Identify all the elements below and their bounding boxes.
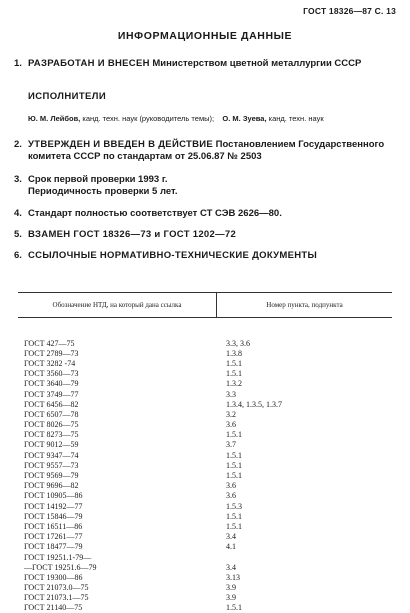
table-header-designation: Обозначение НТД, на который дана ссылка <box>52 301 182 309</box>
table-cell-item-number: 1.5.1 <box>226 603 242 613</box>
section-6-text: ССЫЛОЧНЫЕ НОРМАТИВНО-ТЕХНИЧЕСКИЕ ДОКУМЕНТЫ <box>28 250 318 261</box>
table-cell-item-number: 3.6 <box>226 420 236 430</box>
table-row <box>18 379 392 389</box>
table-cell-item-number: 1.5.1 <box>226 511 242 521</box>
table-row <box>18 440 392 450</box>
table-cell-designation: ГОСТ 8026—75 <box>24 420 79 430</box>
table-cell-designation: —ГОСТ 19251.6—79 <box>24 562 97 572</box>
table-cell-designation: ГОСТ 8273—75 <box>24 430 79 440</box>
table-row <box>18 583 392 593</box>
table-row <box>18 420 392 430</box>
table-row <box>18 369 392 379</box>
table-cell-designation: ГОСТ 2789—73 <box>24 348 79 358</box>
page-header-code: ГОСТ 18326—87 С. 13 <box>303 6 396 16</box>
table-cell-designation: ГОСТ 3749—77 <box>24 389 79 399</box>
section-3 <box>14 174 398 198</box>
table-cell-item-number: 1.3.8 <box>226 348 242 358</box>
section-3-line-1: Срок первой проверки 1993 г. <box>28 174 168 185</box>
table-row <box>18 338 392 348</box>
table-cell-designation: ГОСТ 3282 -74 <box>24 358 76 368</box>
table-cell-designation: ГОСТ 21073.1—75 <box>24 593 89 603</box>
section-6 <box>14 250 398 262</box>
section-1-number: 1. <box>14 58 22 69</box>
table-cell-item-number: 1.5.1 <box>226 471 242 481</box>
table-cell-item-number: 3.6 <box>226 491 236 501</box>
section-1 <box>14 58 398 70</box>
table-cell-item-number: 1.5.1 <box>226 521 242 531</box>
table-cell-designation: ГОСТ 15846—79 <box>24 511 83 521</box>
section-1-caps: РАЗРАБОТАН И ВНЕСЕН <box>28 58 150 69</box>
table-body <box>18 318 392 613</box>
table-cell-item-number: 1.5.1 <box>226 369 242 379</box>
section-4-number: 4. <box>14 208 22 219</box>
section-2-number: 2. <box>14 139 22 150</box>
table-cell-item-number: 1.5.1 <box>226 430 242 440</box>
table-row <box>18 603 392 613</box>
table-cell-designation: ГОСТ 427—75 <box>24 338 75 348</box>
table-cell-designation: ГОСТ 21140—75 <box>24 603 83 613</box>
section-4-text: Стандарт полностью соответствует СТ СЭВ 2626—80. <box>28 208 282 219</box>
performers-text <box>28 114 398 124</box>
table-cell-item-number: 3.9 <box>226 593 236 603</box>
table-cell-designation: ГОСТ 18477—79 <box>24 542 83 552</box>
section-1-text: Министерством цветной металлургии СССР <box>152 58 362 69</box>
table-cell-item-number: 1.5.3 <box>226 501 242 511</box>
table-cell-item-number: 3.2 <box>226 409 236 419</box>
section-3-number: 3. <box>14 174 22 185</box>
table-cell-item-number: 1.3.4, 1.3.5, 1.3.7 <box>226 399 282 409</box>
table-row <box>18 521 392 531</box>
table-row <box>18 562 392 572</box>
section-2-caps: УТВЕРЖДЕН И ВВЕДЕН В ДЕЙСТВИЕ <box>28 139 214 150</box>
table-cell-designation: ГОСТ 6507—78 <box>24 409 79 419</box>
table-row <box>18 389 392 399</box>
table-cell-designation: ГОСТ 21073.0—75 <box>24 583 89 593</box>
table-row <box>18 511 392 521</box>
table-cell-designation: ГОСТ 3560—73 <box>24 369 79 379</box>
table-cell-designation: ГОСТ 10905—86 <box>24 491 83 501</box>
document-title: ИНФОРМАЦИОННЫЕ ДАННЫЕ <box>117 30 293 42</box>
table-row <box>18 532 392 542</box>
table-cell-item-number: 1.5.1 <box>226 358 242 368</box>
table-cell-item-number: 3.7 <box>226 440 236 450</box>
table-row <box>18 593 392 603</box>
table-cell-item-number: 3.4 <box>226 562 236 572</box>
performer-1-role: канд. техн. наук (руководитель темы); <box>82 114 215 123</box>
table-cell-designation: ГОСТ 14192—77 <box>24 501 83 511</box>
performer-2-name: О. М. Зуева, <box>222 114 267 123</box>
performer-1-name: Ю. М. Лейбов, <box>28 114 81 123</box>
table-cell-item-number: 3.9 <box>226 583 236 593</box>
table-cell-item-number: 3.6 <box>226 481 236 491</box>
section-2 <box>14 139 398 163</box>
table-cell-item-number: 3.4 <box>226 532 236 542</box>
section-6-number: 6. <box>14 250 22 261</box>
table-row <box>18 460 392 470</box>
table-header <box>18 293 392 317</box>
table-cell-designation: ГОСТ 9557—73 <box>24 460 79 470</box>
table-cell-designation: ГОСТ 9696—82 <box>24 481 79 491</box>
section-3-line-2: Периодичность проверки 5 лет. <box>28 186 178 197</box>
table-cell-designation: ГОСТ 9569—79 <box>24 471 79 481</box>
section-5 <box>14 229 398 241</box>
table-header-item-number: Номер пункта, подпункта <box>266 301 343 309</box>
section-4 <box>14 208 398 220</box>
table-row <box>18 542 392 552</box>
table-row <box>18 430 392 440</box>
section-5-text: ВЗАМЕН ГОСТ 18326—73 и ГОСТ 1202—72 <box>28 229 237 240</box>
table-row <box>18 348 392 358</box>
table-cell-designation: ГОСТ 3640—79 <box>24 379 79 389</box>
table-row <box>18 572 392 582</box>
table-cell-designation: ГОСТ 9012—59 <box>24 440 79 450</box>
table-row <box>18 501 392 511</box>
table-cell-designation: ГОСТ 19251.1-79— <box>24 552 92 562</box>
table-cell-designation: ГОСТ 9347—74 <box>24 450 79 460</box>
table-cell-item-number: 3.3 <box>226 389 236 399</box>
table-row <box>18 552 392 562</box>
table-cell-item-number: 1.3.2 <box>226 379 242 389</box>
table-cell-item-number: 1.5.1 <box>226 460 242 470</box>
table-row <box>18 481 392 491</box>
reference-table <box>18 292 392 613</box>
table-cell-designation: ГОСТ 16511—86 <box>24 521 83 531</box>
section-2-text: Постановлением Государственного комитета СССР по стандартам от 25.06.87 № 2503 <box>28 139 385 162</box>
table-cell-designation: ГОСТ 6456—82 <box>24 399 79 409</box>
table-row <box>18 358 392 368</box>
table-cell-item-number: 1.5.1 <box>226 450 242 460</box>
table-row <box>18 491 392 501</box>
table-row <box>18 409 392 419</box>
table-cell-item-number: 3.13 <box>226 572 240 582</box>
table-cell-item-number: 4.1 <box>226 542 236 552</box>
table-row <box>18 450 392 460</box>
performers-label: ИСПОЛНИТЕЛИ <box>28 91 107 102</box>
table-row <box>18 470 392 480</box>
table-cell-designation: ГОСТ 17261—77 <box>24 532 83 542</box>
table-row <box>18 399 392 409</box>
table-cell-item-number: 3.3, 3.6 <box>226 338 250 348</box>
performer-2-role: канд. техн. наук <box>268 114 324 123</box>
table-cell-designation: ГОСТ 19300—86 <box>24 572 83 582</box>
section-5-number: 5. <box>14 229 22 240</box>
